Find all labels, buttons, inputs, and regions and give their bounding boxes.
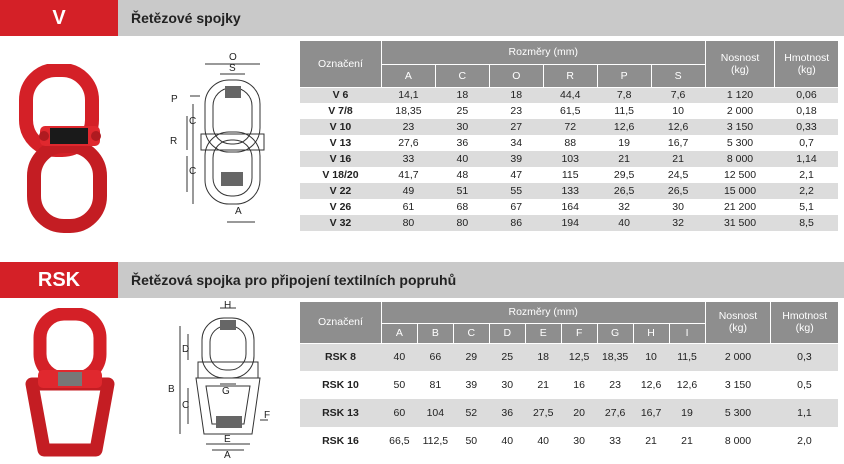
weight-cell: 2,2 (775, 183, 838, 199)
value-cell: 16 (561, 371, 597, 399)
weight-header: Hmotnost (kg) (771, 302, 838, 343)
value-cell: 23 (489, 103, 543, 119)
value-cell: 51 (435, 183, 489, 199)
value-cell: 40 (381, 343, 417, 371)
load-cell: 8 000 (705, 427, 771, 455)
table-row (300, 103, 839, 119)
value-cell: 21 (597, 151, 651, 167)
table-row (300, 119, 839, 135)
value-cell: 36 (489, 399, 525, 427)
value-cell: 52 (453, 399, 489, 427)
value-cell: 12,6 (633, 371, 669, 399)
value-cell: 61 (381, 199, 435, 215)
value-cell: 21 (633, 427, 669, 455)
designation-cell: RSK 10 (300, 371, 382, 399)
designation-cell: V 6 (300, 87, 382, 103)
value-cell: 133 (543, 183, 597, 199)
value-cell: 34 (489, 135, 543, 151)
value-cell: 21 (651, 151, 705, 167)
value-cell: 164 (543, 199, 597, 215)
value-cell: 23 (597, 371, 633, 399)
dim-label: B (168, 384, 175, 395)
designation-cell: V 18/20 (300, 167, 382, 183)
value-cell: 30 (561, 427, 597, 455)
designation-cell: V 10 (300, 119, 382, 135)
dimensions-header: Rozměry (mm) (381, 41, 705, 64)
value-cell: 88 (543, 135, 597, 151)
value-cell: 40 (489, 427, 525, 455)
dim-column-header: R (543, 64, 597, 87)
value-cell: 47 (489, 167, 543, 183)
dim-label: C (182, 400, 190, 411)
value-cell: 60 (381, 399, 417, 427)
value-cell: 19 (597, 135, 651, 151)
load-cell: 31 500 (705, 215, 775, 231)
dim-column-header: I (669, 323, 705, 343)
weight-cell: 8,5 (775, 215, 838, 231)
value-cell: 72 (543, 119, 597, 135)
value-cell: 20 (561, 399, 597, 427)
value-cell: 104 (417, 399, 453, 427)
value-cell: 39 (453, 371, 489, 399)
weight-cell: 2,0 (771, 427, 838, 455)
value-cell: 112,5 (417, 427, 453, 455)
value-cell: 103 (543, 151, 597, 167)
value-cell: 12,5 (561, 343, 597, 371)
section-title: Řetězová spojka pro připojení textilních popruhů (131, 272, 457, 288)
value-cell: 40 (597, 215, 651, 231)
load-cell: 3 150 (705, 119, 775, 135)
spec-table-rsk (299, 302, 838, 455)
value-cell: 7,8 (597, 87, 651, 103)
value-cell: 36 (435, 135, 489, 151)
dim-label: A (224, 450, 231, 460)
value-cell: 55 (489, 183, 543, 199)
value-cell: 80 (381, 215, 435, 231)
coupling-photo (18, 64, 118, 234)
value-cell: 12,6 (651, 119, 705, 135)
value-cell: 23 (381, 119, 435, 135)
weight-cell: 0,3 (771, 343, 838, 371)
load-cell: 8 000 (705, 151, 775, 167)
value-cell: 30 (651, 199, 705, 215)
dim-column-header: A (381, 323, 417, 343)
table-row (300, 343, 839, 371)
designation-header: Označení (300, 41, 382, 87)
product-tag: RSK (0, 262, 118, 298)
designation-cell: RSK 16 (300, 427, 382, 455)
product-tag: V (0, 0, 118, 36)
section-rsk (0, 262, 844, 464)
weight-cell: 0,18 (775, 103, 838, 119)
weight-cell: 0,06 (775, 87, 838, 103)
value-cell: 18 (525, 343, 561, 371)
dim-label: H (224, 300, 232, 311)
dim-column-header: G (597, 323, 633, 343)
designation-cell: RSK 8 (300, 343, 382, 371)
dim-column-header: O (489, 64, 543, 87)
table-row (300, 199, 839, 215)
technical-drawing (160, 300, 280, 460)
value-cell: 33 (381, 151, 435, 167)
load-cell: 5 300 (705, 135, 775, 151)
dim-label: R (170, 136, 178, 147)
weight-cell: 1,14 (775, 151, 838, 167)
value-cell: 27,5 (525, 399, 561, 427)
table-row (300, 427, 839, 455)
value-cell: 14,1 (381, 87, 435, 103)
value-cell: 33 (597, 427, 633, 455)
dim-label: A (235, 206, 242, 217)
value-cell: 16,7 (633, 399, 669, 427)
value-cell: 7,6 (651, 87, 705, 103)
value-cell: 41,7 (381, 167, 435, 183)
table-row (300, 183, 839, 199)
designation-cell: V 13 (300, 135, 382, 151)
value-cell: 67 (489, 199, 543, 215)
table-row (300, 215, 839, 231)
value-cell: 21 (525, 371, 561, 399)
designation-cell: V 26 (300, 199, 382, 215)
section-header (0, 262, 844, 298)
designation-cell: V 32 (300, 215, 382, 231)
value-cell: 26,5 (597, 183, 651, 199)
dim-label: O (229, 52, 237, 63)
value-cell: 10 (651, 103, 705, 119)
value-cell: 40 (525, 427, 561, 455)
load-cell: 1 120 (705, 87, 775, 103)
weight-header: Hmotnost (kg) (775, 41, 838, 87)
value-cell: 19 (669, 399, 705, 427)
value-cell: 24,5 (651, 167, 705, 183)
table-row (300, 167, 839, 183)
dim-label: G (222, 386, 230, 397)
value-cell: 27 (489, 119, 543, 135)
dim-column-header: F (561, 323, 597, 343)
value-cell: 61,5 (543, 103, 597, 119)
weight-cell: 5,1 (775, 199, 838, 215)
designation-cell: RSK 13 (300, 399, 382, 427)
value-cell: 25 (489, 343, 525, 371)
load-cell: 21 200 (705, 199, 775, 215)
value-cell: 32 (597, 199, 651, 215)
value-cell: 66 (417, 343, 453, 371)
load-capacity-header: Nosnost (kg) (705, 41, 775, 87)
value-cell: 194 (543, 215, 597, 231)
designation-cell: V 7/8 (300, 103, 382, 119)
weight-cell: 0,7 (775, 135, 838, 151)
dim-label: F (264, 410, 271, 421)
value-cell: 16,7 (651, 135, 705, 151)
value-cell: 49 (381, 183, 435, 199)
value-cell: 12,6 (669, 371, 705, 399)
load-cell: 2 000 (705, 343, 771, 371)
load-cell: 2 000 (705, 103, 775, 119)
dim-column-header: E (525, 323, 561, 343)
dim-column-header: C (435, 64, 489, 87)
weight-cell: 0,5 (771, 371, 838, 399)
dim-label: C (189, 166, 197, 177)
dim-column-header: H (633, 323, 669, 343)
value-cell: 32 (651, 215, 705, 231)
value-cell: 12,6 (597, 119, 651, 135)
value-cell: 39 (489, 151, 543, 167)
table-row (300, 399, 839, 427)
load-cell: 12 500 (705, 167, 775, 183)
value-cell: 29,5 (597, 167, 651, 183)
value-cell: 44,4 (543, 87, 597, 103)
value-cell: 115 (543, 167, 597, 183)
dim-column-header: A (381, 64, 435, 87)
designation-cell: V 16 (300, 151, 382, 167)
dim-label: S (229, 63, 236, 74)
dim-label: P (171, 94, 178, 105)
coupling-photo (22, 308, 118, 460)
dimensions-header: Rozměry (mm) (381, 302, 705, 323)
dim-column-header: B (417, 323, 453, 343)
value-cell: 11,5 (597, 103, 651, 119)
dim-column-header: S (651, 64, 705, 87)
technical-drawing (165, 52, 285, 230)
value-cell: 68 (435, 199, 489, 215)
value-cell: 48 (435, 167, 489, 183)
value-cell: 26,5 (651, 183, 705, 199)
value-cell: 27,6 (381, 135, 435, 151)
dim-label: D (182, 344, 190, 355)
value-cell: 27,6 (597, 399, 633, 427)
section-title: Řetězové spojky (131, 10, 241, 26)
load-cell: 5 300 (705, 399, 771, 427)
value-cell: 80 (435, 215, 489, 231)
value-cell: 11,5 (669, 343, 705, 371)
value-cell: 18 (435, 87, 489, 103)
dim-label: C (189, 116, 197, 127)
table-row (300, 135, 839, 151)
weight-cell: 1,1 (771, 399, 838, 427)
dim-column-header: P (597, 64, 651, 87)
load-cell: 3 150 (705, 371, 771, 399)
value-cell: 18,35 (381, 103, 435, 119)
value-cell: 18 (489, 87, 543, 103)
value-cell: 66,5 (381, 427, 417, 455)
value-cell: 50 (453, 427, 489, 455)
spec-table-v (299, 41, 838, 231)
weight-cell: 2,1 (775, 167, 838, 183)
load-capacity-header: Nosnost (kg) (705, 302, 771, 343)
value-cell: 18,35 (597, 343, 633, 371)
value-cell: 25 (435, 103, 489, 119)
designation-header: Označení (300, 302, 382, 343)
load-cell: 15 000 (705, 183, 775, 199)
value-cell: 29 (453, 343, 489, 371)
dim-column-header: D (489, 323, 525, 343)
value-cell: 40 (435, 151, 489, 167)
designation-cell: V 22 (300, 183, 382, 199)
value-cell: 21 (669, 427, 705, 455)
value-cell: 50 (381, 371, 417, 399)
value-cell: 10 (633, 343, 669, 371)
value-cell: 86 (489, 215, 543, 231)
value-cell: 81 (417, 371, 453, 399)
table-row (300, 371, 839, 399)
dim-label: E (224, 434, 231, 445)
value-cell: 30 (489, 371, 525, 399)
table-row (300, 151, 839, 167)
dim-column-header: C (453, 323, 489, 343)
table-row (300, 87, 839, 103)
value-cell: 30 (435, 119, 489, 135)
section-header (0, 0, 844, 36)
weight-cell: 0,33 (775, 119, 838, 135)
